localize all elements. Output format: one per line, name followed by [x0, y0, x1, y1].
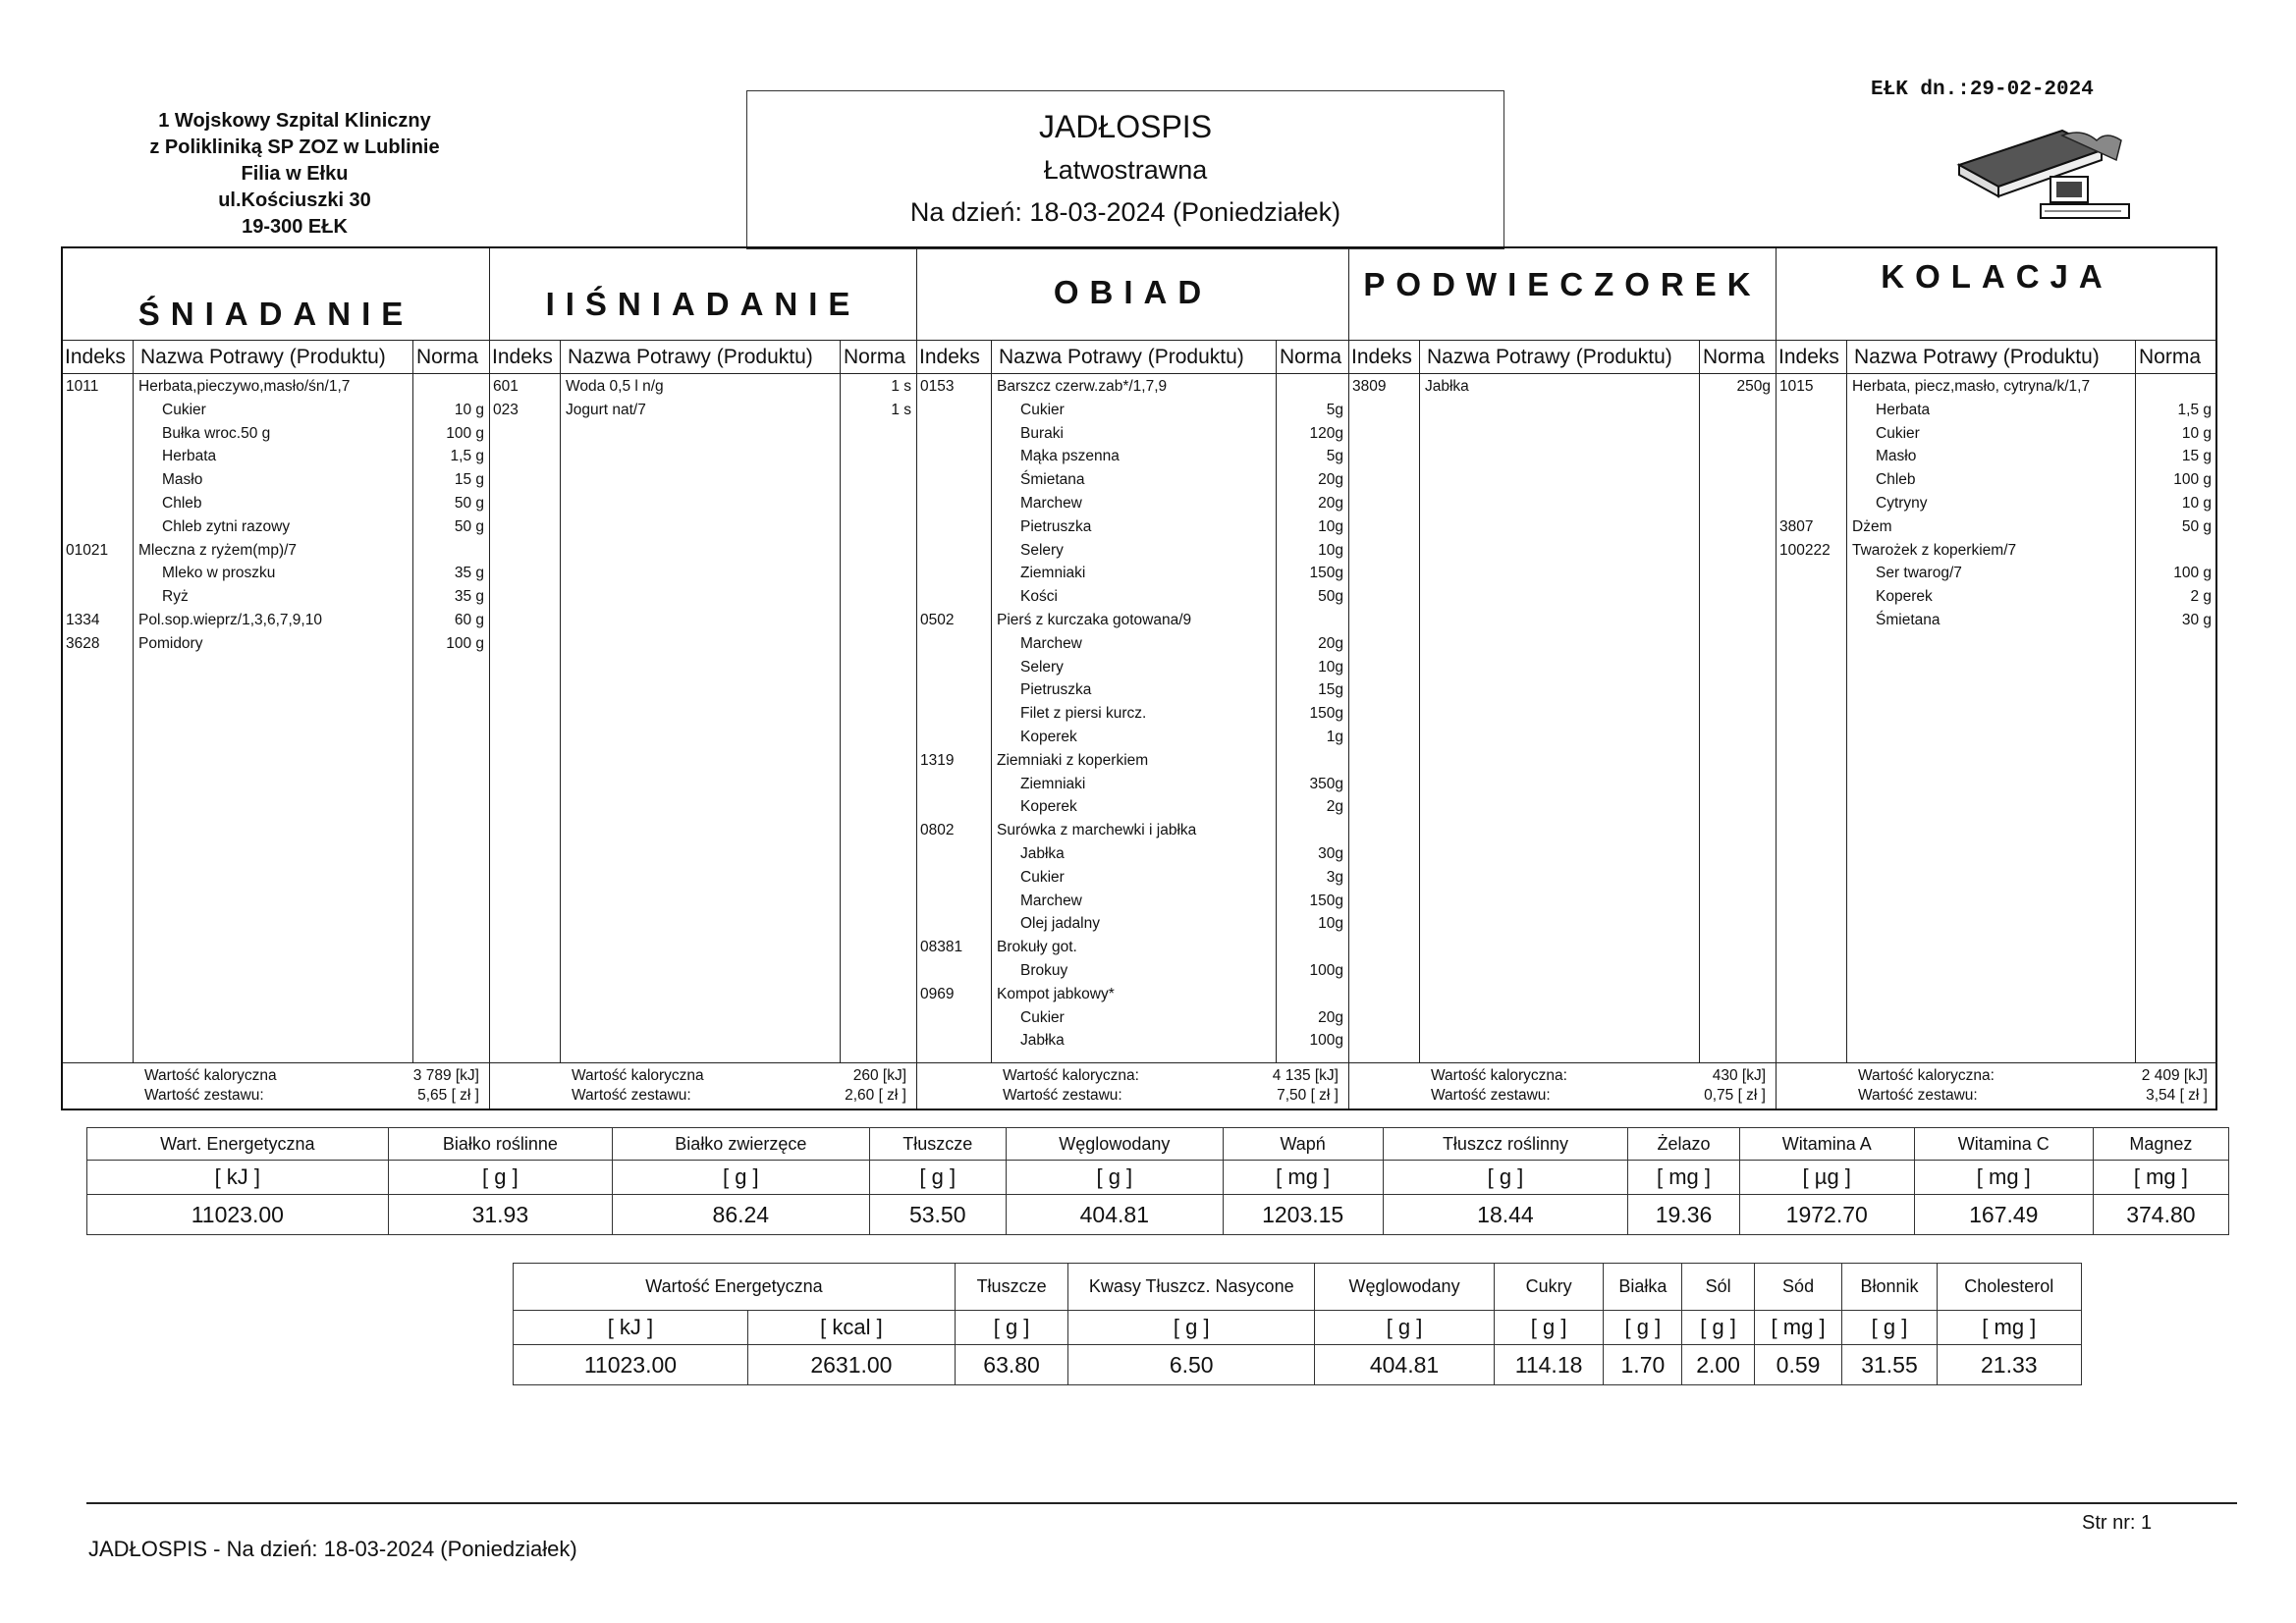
meal-summary [490, 1062, 916, 1109]
row-norm: 350g [1309, 775, 1343, 792]
dish-name: Jabłka [1425, 378, 1469, 395]
facts-value: 63.80 [955, 1345, 1067, 1385]
row-norm: 20g [1318, 495, 1343, 512]
meal-title: ŚNIADANIE [137, 296, 414, 332]
nutrient-unit: [ g ] [1383, 1161, 1628, 1195]
ingredient-name: Masło [162, 471, 203, 489]
row-norm: 10g [1318, 915, 1343, 933]
facts-label: Cukry [1494, 1264, 1604, 1311]
meal-title: IIŚNIADANIE [545, 286, 861, 322]
ingredient-name: Marchew [1020, 634, 1082, 652]
facts-unit: [ g ] [1315, 1311, 1495, 1345]
column-header [490, 340, 916, 374]
meal-summary [917, 1062, 1348, 1109]
nutrient-value: 53.50 [869, 1195, 1006, 1235]
cost-label: Wartość zestawu: [1858, 1087, 1978, 1104]
nutrient-label: Wart. Energetyczna [87, 1128, 389, 1161]
column-header-norm: Norma [2139, 346, 2202, 368]
facts-unit: [ kcal ] [747, 1311, 955, 1345]
facts-value: 6.50 [1068, 1345, 1315, 1385]
cost-value: 3,54 [ zł ] [2146, 1087, 2208, 1104]
meal-summary [1349, 1062, 1776, 1109]
facts-unit: [ g ] [1494, 1311, 1604, 1345]
ingredient-name: Ser twarog/7 [1876, 565, 1962, 582]
ingredient-name: Śmietana [1876, 612, 1941, 628]
row-norm: 1g [1326, 729, 1343, 745]
row-norm: 100g [1309, 1032, 1343, 1050]
row-norm: 250g [1736, 378, 1771, 395]
row-norm: 1,5 g [450, 448, 484, 465]
facts-value: 1.70 [1604, 1345, 1682, 1385]
nutrient-label: Białko zwierzęce [613, 1128, 869, 1161]
dish-name: Herbata,pieczywo,masło/śn/1,7 [138, 378, 351, 395]
nutrient-labels-row [87, 1128, 2229, 1161]
row-norm: 15 g [2181, 448, 2212, 465]
ingredient-name: Koperek [1020, 729, 1077, 745]
facts-value: 404.81 [1315, 1345, 1495, 1385]
meal-title: OBIAD [1053, 274, 1213, 310]
row-index: 0802 [920, 822, 955, 839]
nutrient-label: Witamina C [1914, 1128, 2093, 1161]
nutrient-value: 1972.70 [1739, 1195, 1914, 1235]
calorie-value: 3 789 [kJ] [412, 1067, 479, 1084]
column-divider [560, 340, 561, 1063]
row-norm: 100 g [446, 634, 484, 652]
row-index: 3809 [1352, 378, 1387, 395]
facts-label: Kwasy Tłuszcz. Nasycone [1068, 1264, 1315, 1311]
nutrient-unit: [ g ] [388, 1161, 613, 1195]
facts-label-energy: Wartość Energetyczna [514, 1264, 956, 1311]
meal-table [61, 246, 2217, 1110]
nutrient-value: 11023.00 [87, 1195, 389, 1235]
column-header-index: Indeks [492, 346, 553, 368]
column-header-index: Indeks [1351, 346, 1412, 368]
column-divider [1846, 340, 1847, 1063]
row-norm: 100g [1309, 962, 1343, 979]
nutrient-value: 404.81 [1006, 1195, 1223, 1235]
row-norm: 10g [1318, 658, 1343, 676]
meal-title: KOLACJA [1881, 258, 2113, 295]
row-index: 1011 [66, 378, 99, 395]
dish-name: Dżem [1852, 517, 1892, 535]
calorie-label: Wartość kaloryczna: [1431, 1067, 1567, 1084]
facts-label: Białka [1604, 1264, 1682, 1311]
facts-value: 2631.00 [747, 1345, 955, 1385]
nutrient-label: Białko roślinne [388, 1128, 613, 1161]
hospital-city: 19-300 EŁK [242, 216, 348, 238]
column-header [1349, 340, 1776, 374]
column-divider [840, 340, 841, 1063]
column-header-norm: Norma [844, 346, 906, 368]
column-divider [133, 340, 134, 1063]
dish-name: Ziemniaki z koperkiem [997, 751, 1149, 769]
hospital-branch: Filia w Ełku [241, 163, 349, 185]
column-header-norm: Norma [1280, 346, 1342, 368]
nutrient-unit: [ mg ] [2093, 1161, 2228, 1195]
calorie-label: Wartość kaloryczna [144, 1067, 277, 1084]
row-norm: 20g [1318, 1008, 1343, 1026]
dish-name: Herbata, piecz,masło, cytryna/k/1,7 [1852, 378, 2091, 395]
ingredient-name: Brokuy [1020, 962, 1068, 979]
meal-obiad [917, 248, 1349, 1109]
row-norm: 1 s [891, 401, 911, 418]
cost-value: 5,65 [ zł ] [417, 1087, 479, 1104]
dish-name: Barszcz czerw.zab*/1,7,9 [997, 378, 1168, 395]
ingredient-name: Herbata [1876, 401, 1931, 418]
nutrient-label: Tłuszcz roślinny [1383, 1128, 1628, 1161]
facts-unit: [ g ] [1842, 1311, 1937, 1345]
facts-value: 2.00 [1682, 1345, 1754, 1385]
row-norm: 30g [1318, 845, 1343, 862]
column-header-index: Indeks [65, 346, 126, 368]
meal-podwieczorek [1349, 248, 1777, 1109]
column-header-name: Nazwa Potrawy (Produktu) [999, 346, 1244, 368]
dish-name: Mleczna z ryżem(mp)/7 [138, 541, 298, 559]
dish-name: Twarożek z koperkiem/7 [1852, 541, 2017, 559]
footer-text: JADŁOSPIS - Na dzień: 18-03-2024 (Poniedziałek) [88, 1537, 577, 1561]
ingredient-name: Koperek [1876, 588, 1933, 606]
ingredient-name: Jabłka [1020, 845, 1065, 862]
row-norm: 35 g [454, 565, 484, 582]
calorie-label: Wartość kaloryczna: [1003, 1067, 1139, 1084]
column-divider [991, 340, 992, 1063]
hospital-name: 1 Wojskowy Szpital Kliniczny [158, 110, 431, 132]
nutrient-value: 86.24 [613, 1195, 869, 1235]
facts-unit: [ kJ ] [514, 1311, 748, 1345]
facts-labels-row [514, 1264, 2082, 1311]
ingredient-name: Herbata [162, 448, 217, 465]
facts-unit: [ g ] [955, 1311, 1067, 1345]
facts-unit: [ g ] [1604, 1311, 1682, 1345]
row-index: 023 [493, 401, 519, 418]
facts-label: Błonnik [1842, 1264, 1937, 1311]
nutrient-value: 167.49 [1914, 1195, 2093, 1235]
nutrition-facts-table [513, 1263, 2082, 1385]
ingredient-name: Ryż [162, 588, 189, 606]
row-norm: 120g [1309, 424, 1343, 442]
ingredient-name: Masło [1876, 448, 1917, 465]
nutrient-unit: [ mg ] [1628, 1161, 1739, 1195]
ingredient-name: Kości [1020, 588, 1058, 606]
nutrient-unit: [ µg ] [1739, 1161, 1914, 1195]
ingredient-name: Pietruszka [1020, 517, 1092, 535]
row-norm: 30 g [2181, 612, 2212, 628]
ingredient-name: Chleb [162, 495, 202, 512]
ingredient-name: Marchew [1020, 892, 1082, 909]
nutrient-unit: [ g ] [869, 1161, 1006, 1195]
row-norm: 5g [1326, 401, 1343, 418]
column-header [1777, 340, 2217, 374]
column-header-name: Nazwa Potrawy (Produktu) [140, 346, 386, 368]
dish-name: Pomidory [138, 634, 203, 652]
dish-name: Pol.sop.wieprz/1,3,6,7,9,10 [138, 612, 322, 628]
calorie-value: 2 409 [kJ] [2141, 1067, 2208, 1084]
ingredient-name: Cukier [162, 401, 206, 418]
meal-kolacja [1777, 248, 2217, 1109]
row-norm: 10 g [454, 401, 484, 418]
facts-label: Sód [1754, 1264, 1842, 1311]
row-index: 08381 [920, 939, 963, 956]
row-norm: 15g [1318, 681, 1343, 699]
column-header-name: Nazwa Potrawy (Produktu) [1427, 346, 1672, 368]
facts-label: Węglowodany [1315, 1264, 1495, 1311]
document-title: JADŁOSPIS [1038, 109, 1213, 144]
nutrient-label: Żelazo [1628, 1128, 1739, 1161]
meal-sniadanie [63, 248, 490, 1109]
calorie-value: 4 135 [kJ] [1272, 1067, 1339, 1084]
nutrient-value: 18.44 [1383, 1195, 1628, 1235]
ingredient-name: Jabłka [1020, 1032, 1065, 1050]
ingredient-name: Cukier [1876, 424, 1920, 442]
row-norm: 1 s [891, 378, 911, 395]
facts-label: Cholesterol [1937, 1264, 2081, 1311]
row-index: 0153 [920, 378, 955, 395]
nutrient-label: Tłuszcze [869, 1128, 1006, 1161]
nutrient-label: Magnez [2093, 1128, 2228, 1161]
row-norm: 20g [1318, 634, 1343, 652]
calorie-label: Wartość kaloryczna: [1858, 1067, 1995, 1084]
hospital-affiliation: z Polikliniką SP ZOZ w Lublinie [149, 136, 440, 158]
row-norm: 60 g [454, 612, 484, 628]
ingredient-name: Cytryny [1876, 495, 1928, 512]
column-header [917, 340, 1348, 374]
dish-name: Jogurt nat/7 [566, 401, 646, 418]
row-norm: 150g [1309, 892, 1343, 909]
row-norm: 50g [1318, 588, 1343, 606]
ingredient-name: Ziemniaki [1020, 775, 1086, 792]
row-norm: 100 g [446, 424, 484, 442]
nutrient-values-row [87, 1195, 2229, 1235]
nutrient-label: Wapń [1223, 1128, 1383, 1161]
row-norm: 15 g [454, 471, 484, 489]
row-index: 3807 [1779, 517, 1814, 535]
title-box [746, 90, 1504, 249]
hospital-address [108, 108, 481, 241]
meal-summary [1777, 1062, 2217, 1109]
meal-summary [63, 1062, 489, 1109]
row-norm: 5g [1326, 448, 1343, 465]
page-number: Str nr: 1 [2082, 1512, 2153, 1534]
nutrient-label: Witamina A [1739, 1128, 1914, 1161]
facts-values-row [514, 1345, 2082, 1385]
meal-title: PODWIECZOREK [1363, 266, 1762, 302]
row-norm: 10 g [2181, 424, 2212, 442]
calorie-label: Wartość kaloryczna [572, 1067, 704, 1084]
hospital-street: ul.Kościuszki 30 [218, 189, 371, 211]
row-index: 0969 [920, 985, 955, 1002]
row-norm: 1,5 g [2177, 401, 2212, 418]
facts-label: Sól [1682, 1264, 1754, 1311]
ingredient-name: Chleb zytni razowy [162, 517, 291, 535]
row-norm: 150g [1309, 565, 1343, 582]
facts-value: 11023.00 [514, 1345, 748, 1385]
menu-date: Na dzień: 18-03-2024 (Poniedziałek) [909, 197, 1341, 227]
facts-label: Tłuszcze [955, 1264, 1067, 1311]
dish-name: Surówka z marchewki i jabłka [997, 822, 1197, 839]
ingredient-name: Olej jadalny [1020, 915, 1100, 933]
row-norm: 50 g [454, 495, 484, 512]
nutrient-label: Węglowodany [1006, 1128, 1223, 1161]
ingredient-name: Bułka wroc.50 g [162, 424, 271, 442]
row-norm: 3g [1326, 868, 1343, 886]
column-header-norm: Norma [416, 346, 479, 368]
meal-iisniadanie [490, 248, 917, 1109]
ingredient-name: Selery [1020, 541, 1064, 559]
cost-label: Wartość zestawu: [144, 1087, 264, 1104]
facts-units-row [514, 1311, 2082, 1345]
ingredient-name: Marchew [1020, 495, 1082, 512]
book-computer-icon [1954, 126, 2141, 224]
cost-value: 0,75 [ zł ] [1704, 1087, 1766, 1104]
row-index: 1319 [920, 751, 955, 769]
ingredient-name: Pietruszka [1020, 681, 1092, 699]
row-norm: 35 g [454, 588, 484, 606]
row-norm: 150g [1309, 705, 1343, 723]
ingredient-name: Buraki [1020, 424, 1064, 442]
row-norm: 2g [1326, 798, 1343, 816]
facts-value: 21.33 [1937, 1345, 2081, 1385]
dish-name: Brokuły got. [997, 939, 1077, 956]
row-norm: 10g [1318, 517, 1343, 535]
row-index: 601 [493, 378, 519, 395]
column-header-index: Indeks [1778, 346, 1839, 368]
column-divider [1699, 340, 1700, 1063]
row-index: 1015 [1779, 378, 1814, 395]
nutrient-unit: [ mg ] [1914, 1161, 2093, 1195]
row-norm: 20g [1318, 471, 1343, 489]
row-index: 0502 [920, 612, 955, 628]
nutrient-value: 374.80 [2093, 1195, 2228, 1235]
dish-name: Pierś z kurczaka gotowana/9 [997, 612, 1192, 628]
facts-value: 114.18 [1494, 1345, 1604, 1385]
ingredient-name: Cukier [1020, 1008, 1065, 1026]
row-norm: 100 g [2173, 471, 2212, 489]
ingredient-name: Koperek [1020, 798, 1077, 816]
cost-label: Wartość zestawu: [572, 1087, 691, 1104]
ingredient-name: Chleb [1876, 471, 1916, 489]
ingredient-name: Śmietana [1020, 471, 1085, 489]
facts-unit: [ g ] [1682, 1311, 1754, 1345]
ingredient-name: Mleko w proszku [162, 565, 276, 582]
row-norm: 10 g [2181, 495, 2212, 512]
ingredient-name: Ziemniaki [1020, 565, 1086, 582]
nutrient-unit: [ g ] [613, 1161, 869, 1195]
nutrient-value: 1203.15 [1223, 1195, 1383, 1235]
dish-name: Woda 0,5 l n/g [566, 378, 664, 395]
diet-name: Łatwostrawna [1043, 155, 1208, 185]
ingredient-name: Cukier [1020, 868, 1065, 886]
cost-label: Wartość zestawu: [1431, 1087, 1551, 1104]
cost-value: 2,60 [ zł ] [845, 1087, 906, 1104]
nutrient-unit: [ kJ ] [87, 1161, 389, 1195]
row-norm: 10g [1318, 541, 1343, 559]
row-norm: 50 g [454, 517, 484, 535]
row-index: 100222 [1779, 541, 1831, 559]
print-date: EŁK dn.:29-02-2024 [1871, 79, 2094, 101]
facts-value: 31.55 [1842, 1345, 1937, 1385]
row-index: 01021 [66, 541, 109, 559]
ingredient-name: Cukier [1020, 401, 1065, 418]
cost-label: Wartość zestawu: [1003, 1087, 1122, 1104]
nutrient-summary-table [86, 1127, 2229, 1235]
dish-name: Kompot jabkowy* [997, 985, 1115, 1002]
nutrient-value: 31.93 [388, 1195, 613, 1235]
facts-unit: [ mg ] [1754, 1311, 1842, 1345]
column-header [63, 340, 489, 374]
nutrient-units-row [87, 1161, 2229, 1195]
nutrient-unit: [ mg ] [1223, 1161, 1383, 1195]
facts-value: 0.59 [1754, 1345, 1842, 1385]
row-norm: 50 g [2181, 517, 2212, 535]
column-header-norm: Norma [1703, 346, 1766, 368]
calorie-value: 260 [kJ] [852, 1067, 906, 1084]
footer-divider [86, 1502, 2237, 1504]
row-norm: 100 g [2173, 565, 2212, 582]
nutrient-unit: [ g ] [1006, 1161, 1223, 1195]
column-header-name: Nazwa Potrawy (Produktu) [568, 346, 813, 368]
cost-value: 7,50 [ zł ] [1277, 1087, 1339, 1104]
nutrient-value: 19.36 [1628, 1195, 1739, 1235]
column-header-name: Nazwa Potrawy (Produktu) [1854, 346, 2100, 368]
ingredient-name: Selery [1020, 658, 1064, 676]
column-header-index: Indeks [919, 346, 980, 368]
row-index: 3628 [66, 634, 100, 652]
facts-unit: [ mg ] [1937, 1311, 2081, 1345]
row-norm: 2 g [2190, 588, 2212, 606]
row-index: 1334 [66, 612, 100, 628]
ingredient-name: Mąka pszenna [1020, 448, 1120, 465]
ingredient-name: Filet z piersi kurcz. [1020, 705, 1147, 723]
calorie-value: 430 [kJ] [1712, 1067, 1766, 1084]
facts-unit: [ g ] [1068, 1311, 1315, 1345]
column-divider [1419, 340, 1420, 1063]
